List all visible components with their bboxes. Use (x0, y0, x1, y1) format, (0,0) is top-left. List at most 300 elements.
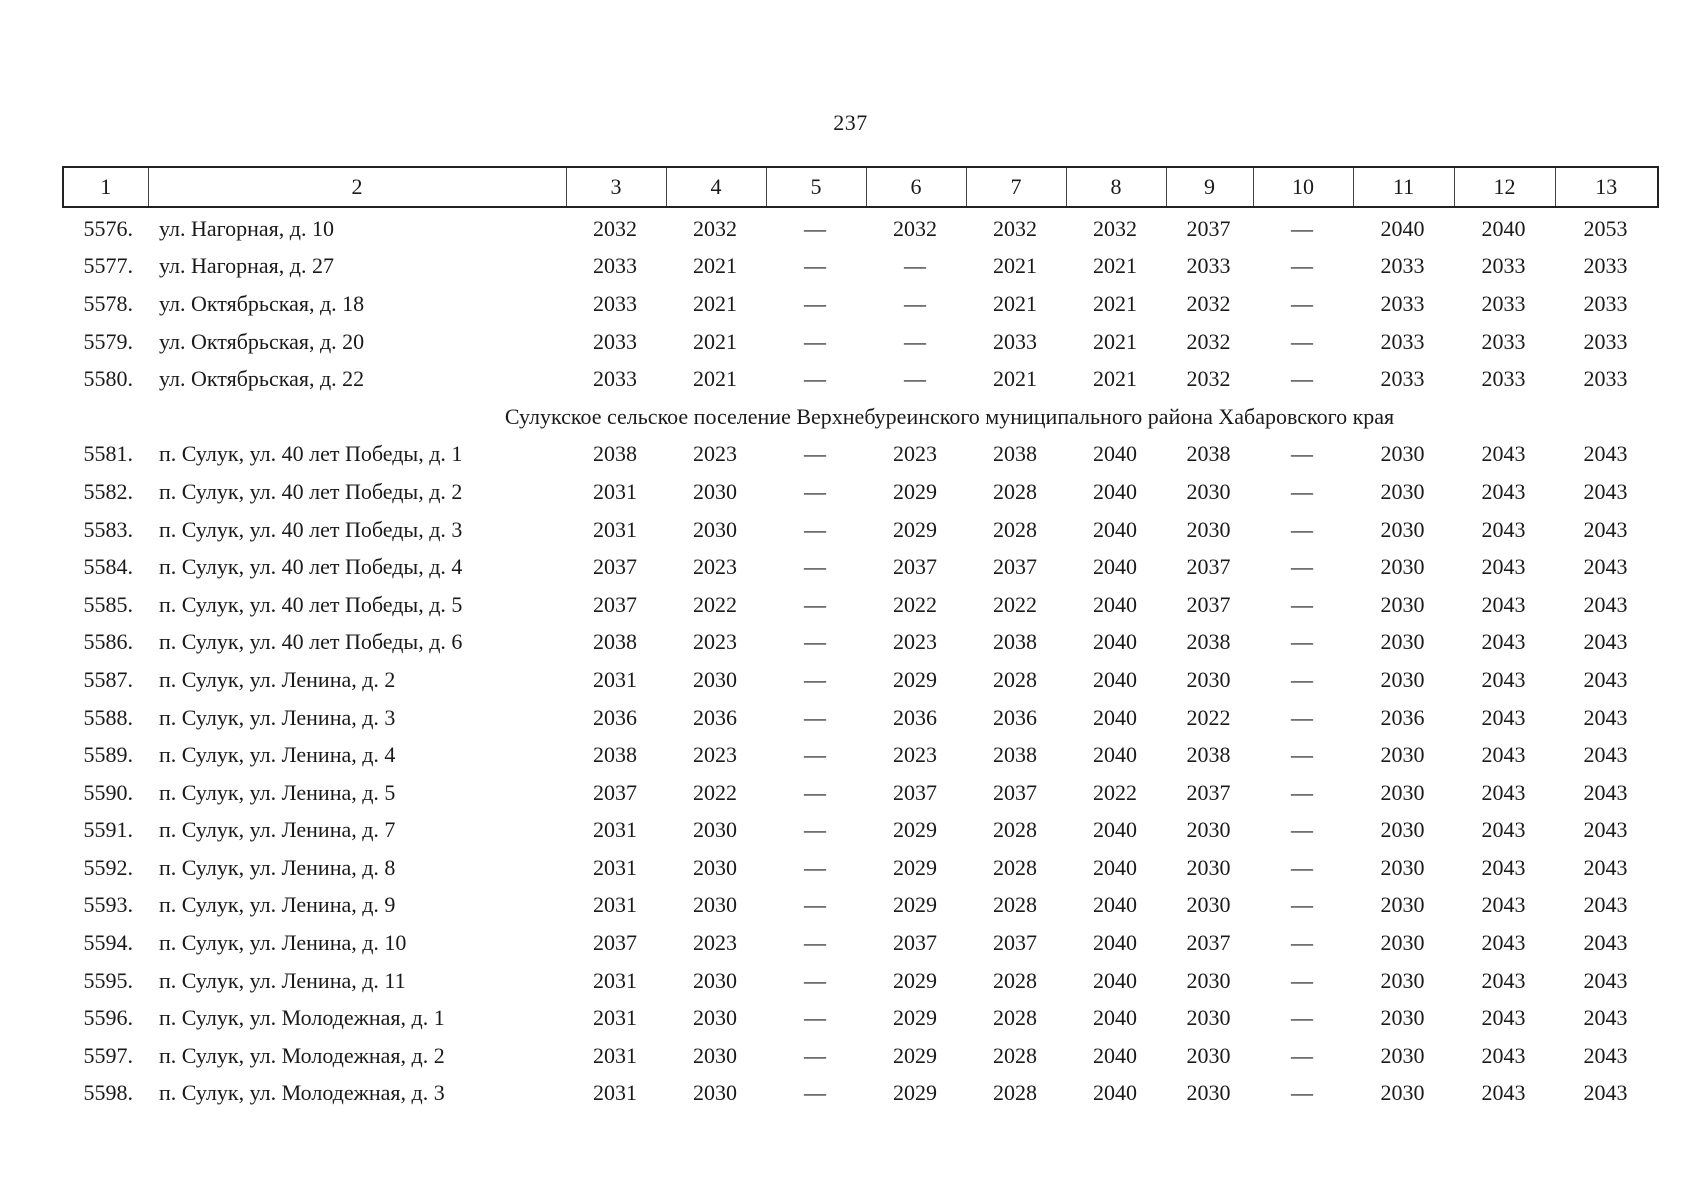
cell-c4: 2023 (693, 554, 737, 580)
cell-c5: — (804, 892, 826, 918)
cell-c4: 2021 (693, 366, 737, 392)
cell-c6: 2037 (893, 554, 937, 580)
cell-num: 5579. (83, 328, 133, 354)
cell-c5: — (804, 478, 826, 504)
cell-c13: 2043 (1583, 854, 1628, 880)
cell-c12: 2043 (1481, 892, 1526, 918)
cell-c6: — (904, 366, 926, 392)
cell-c3: 2031 (593, 854, 637, 880)
cell-c8: 2032 (1093, 215, 1137, 241)
cell-c10: — (1291, 704, 1313, 730)
cell-c9: 2030 (1186, 1080, 1231, 1106)
cell-c10: — (1291, 854, 1313, 880)
cell-addr: ул. Октябрьская, д. 20 (159, 328, 365, 354)
cell-c8: 2040 (1093, 854, 1137, 880)
cell-c10: — (1291, 930, 1313, 956)
cell-c3: 2032 (593, 215, 637, 241)
cell-c6: 2029 (893, 967, 937, 993)
column-header-4: 4 (666, 167, 766, 207)
cell-num: 5583. (83, 516, 133, 542)
cell-c12: 2033 (1481, 328, 1526, 354)
cell-c3: 2037 (593, 554, 637, 580)
cell-c3: 2038 (593, 742, 637, 768)
cell-c8: 2040 (1093, 629, 1137, 655)
cell-num: 5598. (83, 1080, 133, 1106)
cell-c7: 2028 (993, 1005, 1037, 1031)
cell-c3: 2037 (593, 591, 637, 617)
cell-c6: — (904, 290, 926, 316)
cell-c4: 2030 (693, 1042, 737, 1068)
cell-num: 5590. (83, 779, 133, 805)
cell-c7: 2028 (993, 967, 1037, 993)
cell-c4: 2021 (693, 290, 737, 316)
cell-c5: — (804, 1042, 826, 1068)
cell-num: 5594. (83, 930, 133, 956)
data-table (62, 210, 1657, 1112)
cell-c10: — (1291, 742, 1313, 768)
cell-c7: 2033 (993, 328, 1037, 354)
cell-c13: 2033 (1583, 328, 1628, 354)
cell-c13: 2043 (1583, 1005, 1628, 1031)
cell-num: 5576. (83, 215, 133, 241)
cell-c6: 2023 (893, 742, 937, 768)
cell-c10: — (1291, 892, 1313, 918)
cell-c9: 2037 (1186, 930, 1231, 956)
cell-c7: 2021 (993, 253, 1037, 279)
cell-c7: 2021 (993, 290, 1037, 316)
cell-num: 5584. (83, 554, 133, 580)
cell-c3: 2038 (593, 629, 637, 655)
cell-c3: 2033 (593, 328, 637, 354)
cell-c7: 2038 (993, 629, 1037, 655)
cell-c9: 2030 (1186, 666, 1231, 692)
cell-c3: 2036 (593, 704, 637, 730)
cell-c3: 2031 (593, 1005, 637, 1031)
cell-num: 5592. (83, 854, 133, 880)
cell-c5: — (804, 253, 826, 279)
table-row (62, 323, 1657, 361)
cell-c8: 2040 (1093, 1080, 1137, 1106)
cell-c13: 2043 (1583, 554, 1628, 580)
cell-num: 5582. (83, 478, 133, 504)
cell-c4: 2032 (693, 215, 737, 241)
cell-c3: 2031 (593, 967, 637, 993)
cell-c5: — (804, 854, 826, 880)
cell-c6: — (904, 328, 926, 354)
column-header-10: 10 (1253, 167, 1353, 207)
cell-c6: 2023 (893, 441, 937, 467)
cell-c3: 2033 (593, 366, 637, 392)
table-row (62, 1037, 1657, 1075)
cell-c12: 2043 (1481, 629, 1526, 655)
cell-c5: — (804, 366, 826, 392)
cell-c10: — (1291, 516, 1313, 542)
cell-c4: 2021 (693, 253, 737, 279)
column-header-5: 5 (766, 167, 866, 207)
cell-c8: 2040 (1093, 704, 1137, 730)
cell-c9: 2032 (1186, 290, 1231, 316)
cell-c13: 2043 (1583, 591, 1628, 617)
cell-c11: 2030 (1380, 554, 1425, 580)
cell-c10: — (1291, 1005, 1313, 1031)
cell-c6: 2023 (893, 629, 937, 655)
cell-c10: — (1291, 666, 1313, 692)
cell-c13: 2043 (1583, 817, 1628, 843)
cell-c5: — (804, 290, 826, 316)
cell-num: 5591. (83, 817, 133, 843)
cell-addr: п. Сулук, ул. Ленина, д. 4 (159, 742, 396, 768)
cell-c7: 2028 (993, 1080, 1037, 1106)
cell-c5: — (804, 516, 826, 542)
cell-c9: 2030 (1186, 1042, 1231, 1068)
cell-addr: п. Сулук, ул. Ленина, д. 8 (159, 854, 396, 880)
cell-addr: п. Сулук, ул. Ленина, д. 2 (159, 666, 396, 692)
cell-c4: 2023 (693, 441, 737, 467)
cell-c10: — (1291, 779, 1313, 805)
cell-c13: 2043 (1583, 516, 1628, 542)
cell-c3: 2033 (593, 290, 637, 316)
table-row (62, 586, 1657, 624)
cell-c8: 2040 (1093, 441, 1137, 467)
cell-c9: 2030 (1186, 1005, 1231, 1031)
cell-c6: 2032 (893, 215, 937, 241)
cell-c13: 2043 (1583, 478, 1628, 504)
cell-c4: 2022 (693, 591, 737, 617)
cell-c11: 2030 (1380, 1042, 1425, 1068)
cell-c6: — (904, 253, 926, 279)
cell-c11: 2030 (1380, 892, 1425, 918)
cell-c12: 2043 (1481, 554, 1526, 580)
cell-c13: 2043 (1583, 779, 1628, 805)
table-body-lower (62, 436, 1657, 1113)
cell-c9: 2037 (1186, 215, 1231, 241)
cell-c6: 2029 (893, 1042, 937, 1068)
cell-c10: — (1291, 478, 1313, 504)
cell-c9: 2030 (1186, 478, 1231, 504)
cell-c6: 2029 (893, 1005, 937, 1031)
cell-c13: 2043 (1583, 704, 1628, 730)
cell-c8: 2040 (1093, 1005, 1137, 1031)
table-row (62, 812, 1657, 850)
cell-c5: — (804, 704, 826, 730)
cell-num: 5580. (83, 366, 133, 392)
cell-c7: 2022 (993, 591, 1037, 617)
cell-c3: 2031 (593, 892, 637, 918)
cell-c8: 2040 (1093, 817, 1137, 843)
cell-c3: 2031 (593, 478, 637, 504)
cell-c8: 2040 (1093, 591, 1137, 617)
cell-c5: — (804, 1080, 826, 1106)
cell-num: 5586. (83, 629, 133, 655)
cell-c6: 2029 (893, 817, 937, 843)
cell-c7: 2028 (993, 478, 1037, 504)
cell-c11: 2030 (1380, 1005, 1425, 1031)
cell-c13: 2033 (1583, 253, 1628, 279)
cell-addr: п. Сулук, ул. Ленина, д. 3 (159, 704, 396, 730)
cell-c12: 2043 (1481, 1042, 1526, 1068)
cell-c8: 2021 (1093, 290, 1137, 316)
cell-num: 5577. (83, 253, 133, 279)
cell-addr: п. Сулук, ул. Ленина, д. 9 (159, 892, 396, 918)
cell-addr: п. Сулук, ул. Молодежная, д. 1 (159, 1005, 445, 1031)
cell-c11: 2030 (1380, 591, 1425, 617)
column-header-row (62, 166, 1659, 208)
table-row (62, 473, 1657, 511)
column-header-1: 1 (63, 167, 148, 207)
cell-c10: — (1291, 441, 1313, 467)
cell-num: 5597. (83, 1042, 133, 1068)
table-row (62, 661, 1657, 699)
cell-c11: 2040 (1380, 215, 1425, 241)
table-row (62, 887, 1657, 925)
cell-c10: — (1291, 328, 1313, 354)
cell-c8: 2040 (1093, 1042, 1137, 1068)
cell-c4: 2030 (693, 478, 737, 504)
cell-c12: 2033 (1481, 253, 1526, 279)
cell-c7: 2021 (993, 366, 1037, 392)
cell-c3: 2031 (593, 1080, 637, 1106)
cell-addr: п. Сулук, ул. Ленина, д. 11 (159, 967, 406, 993)
cell-c5: — (804, 817, 826, 843)
cell-c5: — (804, 215, 826, 241)
cell-addr: п. Сулук, ул. Ленина, д. 7 (159, 817, 396, 843)
cell-c3: 2037 (593, 930, 637, 956)
cell-c4: 2036 (693, 704, 737, 730)
cell-num: 5581. (83, 441, 133, 467)
cell-c8: 2021 (1093, 366, 1137, 392)
cell-addr: п. Сулук, ул. 40 лет Победы, д. 3 (159, 516, 463, 542)
cell-c12: 2043 (1481, 591, 1526, 617)
cell-num: 5585. (83, 591, 133, 617)
cell-addr: п. Сулук, ул. Ленина, д. 10 (159, 930, 407, 956)
table-row (62, 774, 1657, 812)
cell-c5: — (804, 930, 826, 956)
column-header-9: 9 (1166, 167, 1253, 207)
cell-c13: 2043 (1583, 1042, 1628, 1068)
cell-c12: 2033 (1481, 366, 1526, 392)
cell-c9: 2030 (1186, 817, 1231, 843)
cell-c13: 2043 (1583, 892, 1628, 918)
section-row (62, 398, 1657, 436)
cell-c9: 2032 (1186, 328, 1231, 354)
cell-c3: 2031 (593, 666, 637, 692)
cell-c11: 2033 (1380, 253, 1425, 279)
cell-c8: 2040 (1093, 742, 1137, 768)
cell-c13: 2033 (1583, 366, 1628, 392)
cell-c4: 2030 (693, 1005, 737, 1031)
cell-c13: 2043 (1583, 967, 1628, 993)
table-body-upper (62, 210, 1657, 398)
table-row (62, 624, 1657, 662)
cell-c8: 2022 (1093, 779, 1137, 805)
cell-c12: 2043 (1481, 742, 1526, 768)
cell-c6: 2029 (893, 892, 937, 918)
cell-c10: — (1291, 290, 1313, 316)
cell-c6: 2037 (893, 779, 937, 805)
table-row (62, 511, 1657, 549)
cell-c9: 2038 (1186, 441, 1231, 467)
cell-c11: 2030 (1380, 1080, 1425, 1106)
cell-c11: 2030 (1380, 967, 1425, 993)
cell-c10: — (1291, 629, 1313, 655)
column-header-6: 6 (866, 167, 966, 207)
cell-c12: 2043 (1481, 478, 1526, 504)
cell-c6: 2029 (893, 516, 937, 542)
cell-addr: ул. Октябрьская, д. 18 (159, 290, 365, 316)
cell-c9: 2030 (1186, 967, 1231, 993)
table-row (62, 210, 1657, 248)
cell-addr: ул. Октябрьская, д. 22 (159, 366, 365, 392)
cell-addr: п. Сулук, ул. 40 лет Победы, д. 1 (159, 441, 463, 467)
cell-c6: 2029 (893, 1080, 937, 1106)
cell-c10: — (1291, 253, 1313, 279)
cell-addr: п. Сулук, ул. 40 лет Победы, д. 5 (159, 591, 463, 617)
cell-c13: 2043 (1583, 441, 1628, 467)
cell-c7: 2036 (993, 704, 1037, 730)
cell-c6: 2029 (893, 478, 937, 504)
cell-c11: 2030 (1380, 478, 1425, 504)
cell-c5: — (804, 441, 826, 467)
cell-c13: 2043 (1583, 930, 1628, 956)
cell-c11: 2030 (1380, 666, 1425, 692)
cell-addr: п. Сулук, ул. Молодежная, д. 3 (159, 1080, 445, 1106)
cell-c5: — (804, 629, 826, 655)
cell-c7: 2028 (993, 892, 1037, 918)
cell-c10: — (1291, 215, 1313, 241)
cell-c3: 2033 (593, 253, 637, 279)
cell-c8: 2040 (1093, 516, 1137, 542)
cell-c13: 2043 (1583, 742, 1628, 768)
cell-c4: 2030 (693, 892, 737, 918)
page-number: 237 (833, 110, 868, 135)
cell-c11: 2030 (1380, 441, 1425, 467)
column-header-13: 13 (1555, 167, 1658, 207)
cell-num: 5588. (83, 704, 133, 730)
cell-c11: 2030 (1380, 779, 1425, 805)
cell-c4: 2023 (693, 742, 737, 768)
cell-c10: — (1291, 967, 1313, 993)
cell-c8: 2040 (1093, 892, 1137, 918)
cell-c7: 2028 (993, 817, 1037, 843)
cell-c4: 2030 (693, 967, 737, 993)
cell-c9: 2022 (1186, 704, 1231, 730)
column-header-2: 2 (148, 167, 566, 207)
cell-c7: 2028 (993, 516, 1037, 542)
section-row-group (62, 398, 1657, 436)
cell-c11: 2033 (1380, 290, 1425, 316)
table-row (62, 1075, 1657, 1113)
cell-c12: 2040 (1481, 215, 1526, 241)
cell-c13: 2053 (1583, 215, 1628, 241)
cell-c11: 2036 (1380, 704, 1425, 730)
column-header-8: 8 (1066, 167, 1166, 207)
cell-c9: 2033 (1186, 253, 1231, 279)
cell-c9: 2030 (1186, 516, 1231, 542)
cell-c4: 2030 (693, 516, 737, 542)
cell-c7: 2028 (993, 854, 1037, 880)
cell-c13: 2043 (1583, 1080, 1628, 1106)
cell-c4: 2030 (693, 1080, 737, 1106)
cell-c6: 2029 (893, 666, 937, 692)
cell-c13: 2043 (1583, 629, 1628, 655)
cell-c3: 2031 (593, 516, 637, 542)
cell-c8: 2040 (1093, 478, 1137, 504)
cell-addr: ул. Нагорная, д. 10 (159, 215, 334, 241)
cell-c12: 2043 (1481, 930, 1526, 956)
column-header-12: 12 (1454, 167, 1555, 207)
cell-c9: 2037 (1186, 591, 1231, 617)
cell-c4: 2030 (693, 854, 737, 880)
column-header-7: 7 (966, 167, 1066, 207)
cell-c5: — (804, 666, 826, 692)
cell-c5: — (804, 779, 826, 805)
cell-c10: — (1291, 554, 1313, 580)
cell-c5: — (804, 328, 826, 354)
cell-c4: 2030 (693, 666, 737, 692)
cell-c6: 2029 (893, 854, 937, 880)
cell-c7: 2037 (993, 554, 1037, 580)
cell-c8: 2021 (1093, 328, 1137, 354)
cell-c11: 2033 (1380, 328, 1425, 354)
cell-c5: — (804, 742, 826, 768)
cell-c12: 2043 (1481, 704, 1526, 730)
cell-c6: 2037 (893, 930, 937, 956)
cell-c11: 2030 (1380, 742, 1425, 768)
cell-c12: 2043 (1481, 1005, 1526, 1031)
cell-c12: 2043 (1481, 441, 1526, 467)
cell-c12: 2043 (1481, 854, 1526, 880)
cell-c12: 2033 (1481, 290, 1526, 316)
cell-c8: 2040 (1093, 554, 1137, 580)
cell-c10: — (1291, 817, 1313, 843)
table-row (62, 436, 1657, 474)
cell-c4: 2023 (693, 629, 737, 655)
cell-c9: 2037 (1186, 554, 1231, 580)
cell-num: 5578. (83, 290, 133, 316)
cell-c12: 2043 (1481, 779, 1526, 805)
cell-c5: — (804, 591, 826, 617)
cell-c8: 2021 (1093, 253, 1137, 279)
cell-c11: 2030 (1380, 629, 1425, 655)
cell-c10: — (1291, 1080, 1313, 1106)
table-row (62, 360, 1657, 398)
cell-c5: — (804, 1005, 826, 1031)
cell-c4: 2022 (693, 779, 737, 805)
table-row (62, 849, 1657, 887)
table-row (62, 548, 1657, 586)
cell-c11: 2030 (1380, 516, 1425, 542)
cell-c12: 2043 (1481, 666, 1526, 692)
cell-num: 5589. (83, 742, 133, 768)
table-row (62, 248, 1657, 286)
cell-c9: 2030 (1186, 854, 1231, 880)
cell-c11: 2030 (1380, 930, 1425, 956)
cell-num: 5587. (83, 666, 133, 692)
table-row (62, 699, 1657, 737)
cell-c12: 2043 (1481, 967, 1526, 993)
cell-addr: п. Сулук, ул. 40 лет Победы, д. 4 (159, 554, 463, 580)
cell-c9: 2038 (1186, 629, 1231, 655)
cell-addr: ул. Нагорная, д. 27 (159, 253, 334, 279)
cell-c13: 2033 (1583, 290, 1628, 316)
column-header-3: 3 (566, 167, 666, 207)
cell-c11: 2030 (1380, 817, 1425, 843)
cell-c6: 2036 (893, 704, 937, 730)
cell-c5: — (804, 554, 826, 580)
cell-addr: п. Сулук, ул. Ленина, д. 5 (159, 779, 396, 805)
cell-c7: 2037 (993, 930, 1037, 956)
table-row (62, 962, 1657, 1000)
